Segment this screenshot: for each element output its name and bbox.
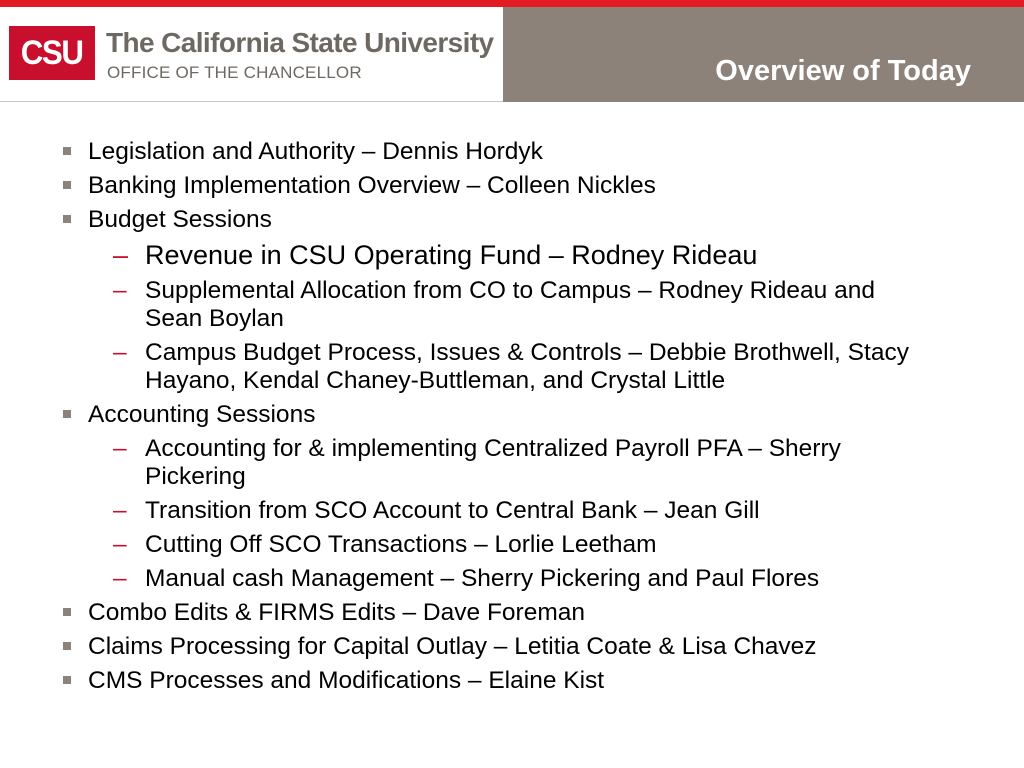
agenda-item <box>61 667 1024 695</box>
agenda-subitem <box>113 497 935 525</box>
agenda-subitem <box>113 277 935 333</box>
square-bullet-icon <box>63 181 71 189</box>
agenda-item <box>61 599 1024 627</box>
agenda-subitem <box>113 531 935 559</box>
agenda-subitem <box>113 240 935 271</box>
dash-bullet-icon: – <box>113 277 127 304</box>
agenda-item <box>61 633 1024 661</box>
agenda-subitem-text: Manual cash Management – Sherry Pickering and Paul Flores <box>145 565 820 592</box>
csu-logo-mark <box>9 26 95 80</box>
agenda-subitem-text: Accounting for & implementing Centralized Payroll PFA – Sherry Pickering <box>145 435 841 490</box>
agenda-item-text: Legislation and Authority – Dennis Hordyk <box>88 138 543 165</box>
square-bullet-icon <box>63 608 71 616</box>
square-bullet-icon <box>63 215 71 223</box>
square-bullet-icon <box>63 676 71 684</box>
dash-bullet-icon: – <box>113 339 127 366</box>
agenda-subitem-text: Campus Budget Process, Issues & Controls – Debbie Brothwell, Stacy Hayano, Kendal Chaney-Buttleman, and Crystal Little <box>145 339 909 394</box>
agenda-item-text: Budget Sessions <box>88 206 272 233</box>
agenda-subitem-text: Transition from SCO Account to Central Bank – Jean Gill <box>145 497 760 524</box>
title-bar <box>503 7 1024 102</box>
slide-title: Overview of Today <box>715 55 971 87</box>
square-bullet-icon <box>63 642 71 650</box>
slide-content <box>0 138 1024 701</box>
agenda-item <box>61 138 1024 166</box>
agenda-subitem-text: Revenue in CSU Operating Fund – Rodney Rideau <box>145 240 758 270</box>
agenda-list <box>0 138 1024 695</box>
agenda-item-text: CMS Processes and Modifications – Elaine Kist <box>88 667 605 694</box>
dash-bullet-icon: – <box>113 240 129 270</box>
agenda-subitem <box>113 435 935 491</box>
dash-bullet-icon: – <box>113 531 127 558</box>
dash-bullet-icon: – <box>113 435 127 462</box>
agenda-item-text: Banking Implementation Overview – Colleen Nickles <box>88 172 656 199</box>
square-bullet-icon <box>63 147 71 155</box>
agenda-subitem <box>113 339 935 395</box>
agenda-subitem-text: Cutting Off SCO Transactions – Lorlie Leetham <box>145 531 657 558</box>
office-name: OFFICE OF THE CHANCELLOR <box>107 63 362 82</box>
agenda-item-text: Combo Edits & FIRMS Edits – Dave Foreman <box>88 599 585 626</box>
dash-bullet-icon: – <box>113 497 127 524</box>
agenda-subitem-text: Supplemental Allocation from CO to Campus – Rodney Rideau and Sean Boylan <box>145 277 875 332</box>
agenda-item-text: Accounting Sessions <box>88 401 316 428</box>
accounting-sessions-list <box>88 435 1024 593</box>
budget-sessions-list <box>88 240 1024 395</box>
slide-header <box>0 7 1024 102</box>
agenda-item-text: Claims Processing for Capital Outlay – Letitia Coate & Lisa Chavez <box>88 633 817 660</box>
csu-logo-text: CSU <box>21 33 83 72</box>
dash-bullet-icon: – <box>113 565 127 592</box>
agenda-item <box>61 206 1024 395</box>
square-bullet-icon <box>63 410 71 418</box>
top-accent-stripe <box>0 0 1024 7</box>
agenda-item <box>61 401 1024 593</box>
university-name: The California State University <box>106 27 494 58</box>
csu-logo <box>0 7 503 102</box>
agenda-item <box>61 172 1024 200</box>
agenda-subitem <box>113 565 935 593</box>
